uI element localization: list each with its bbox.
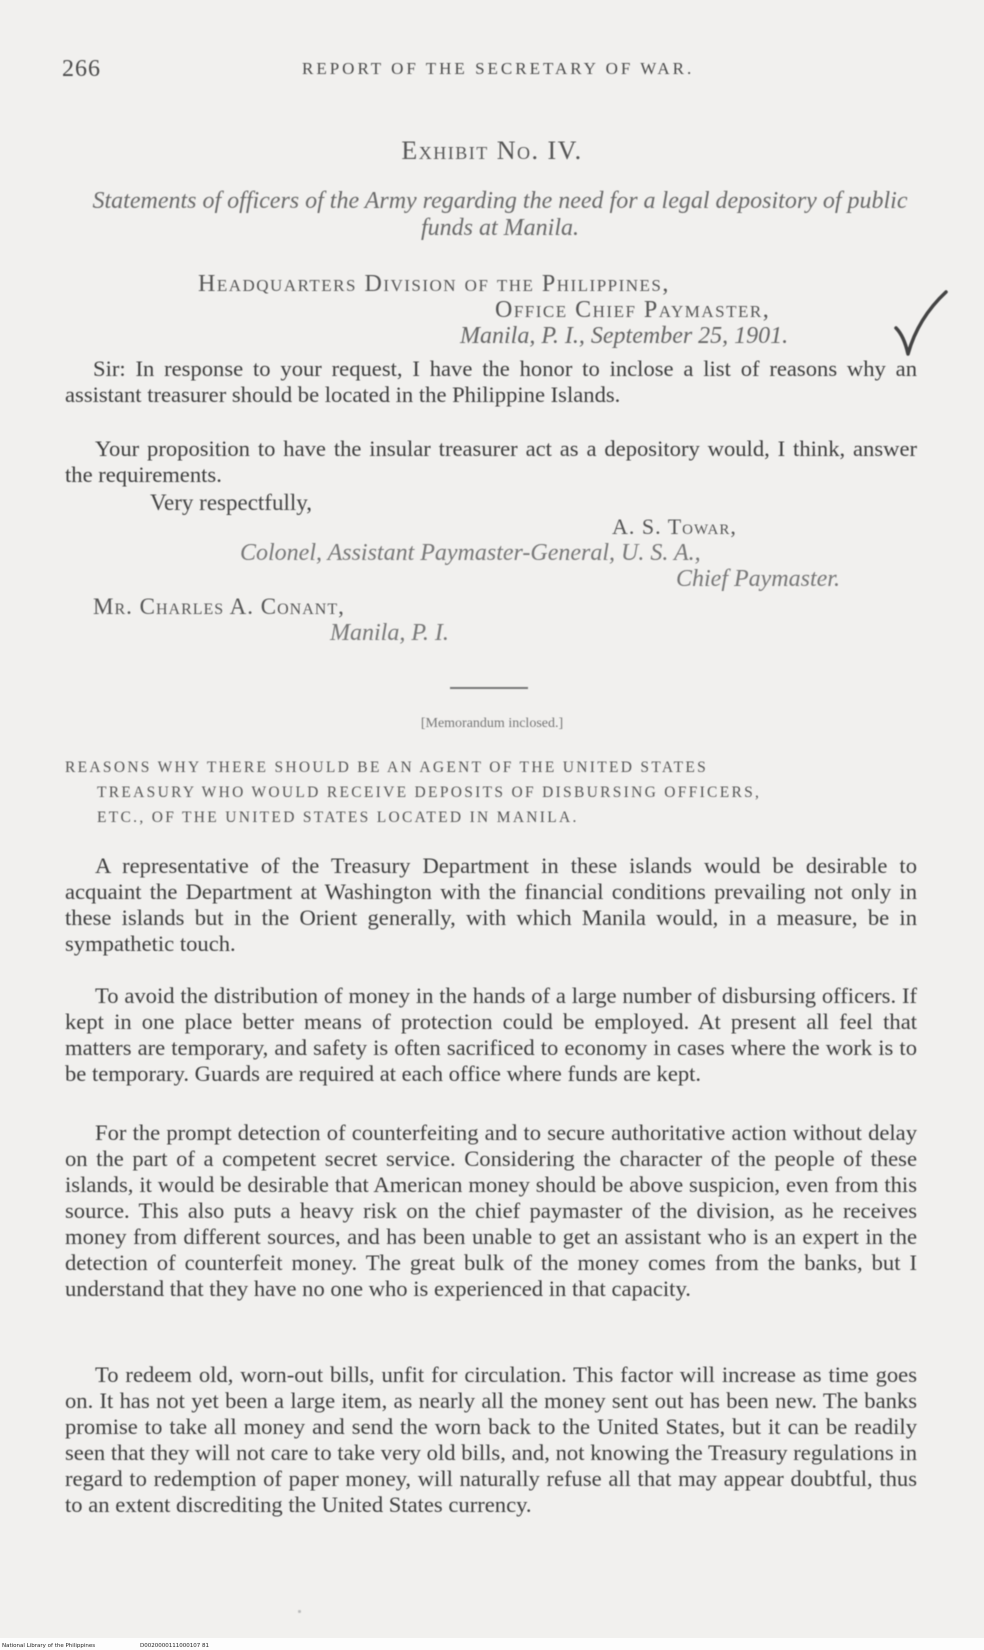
exhibit-title: Exhibit No. IV. xyxy=(401,136,583,165)
signer-title-2: Chief Paymaster. xyxy=(676,566,840,592)
running-title: REPORT OF THE SECRETARY OF WAR. xyxy=(302,59,695,78)
letter-closing: Very respectfully, xyxy=(150,490,312,515)
letter-paragraph-sir: Sir: In response to your request, I have the honor to inclose a list of reasons why an assistant treasurer should be located in the Philippine Islands. xyxy=(65,356,917,407)
memorandum-paragraph: For the prompt detection of counterfeiting and to secure authoritative action without delay on the part of a competent secret service. Considering the character of the people of these islands, it would be desirable that American money should be above suspicion, even from this source. This also puts a heavy risk on the chief paymaster of the division, as he receives money from different sources, and has been unable to get an assistant who is an expert in the detection of counterfeit money. The great bulk of the money comes from the banks, but I understand that they have no one who is experienced in that capacity. xyxy=(65,1120,917,1301)
section-divider xyxy=(450,687,528,689)
signer-name: A. S. Towar, xyxy=(612,514,737,539)
signer-title: Colonel, Assistant Paymaster-General, U. S. A., xyxy=(240,540,701,566)
memorandum-paragraph: To redeem old, worn-out bills, unfit for circulation. This factor will increase as time goes on. It has not yet been a large item, as nearly all the money sent out has been new. The banks promise to take all money and send the worn back to the United States, but it can be readily seen that they will not care to take very old bills, and, not knowing the Treasury regulations in regard to redemption of paper money, will naturally refuse all that may appear doubtful, thus to an extent discrediting the United States currency. xyxy=(65,1362,917,1517)
letterhead-date: Manila, P. I., September 25, 1901. xyxy=(460,323,789,349)
memorandum-heading-line-2: TREASURY WHO WOULD RECEIVE DEPOSITS OF DISBURSING OFFICERS, xyxy=(97,784,762,801)
running-header xyxy=(62,56,922,86)
exhibit-subtitle: Statements of officers of the Army regarding the need for a legal depository of public funds at Manila. xyxy=(92,188,908,241)
scan-footer xyxy=(0,1638,984,1650)
footer-id: D0020000111000107 81 xyxy=(140,1643,209,1649)
memorandum-heading-line-3: ETC., OF THE UNITED STATES LOCATED IN MANILA. xyxy=(97,809,579,826)
check-mark-icon xyxy=(890,288,950,358)
addressee-name: Mr. Charles A. Conant, xyxy=(93,594,345,619)
memorandum-heading xyxy=(65,755,921,830)
page-number: 266 xyxy=(62,56,101,82)
letterhead-line-1: Headquarters Division of the Philippines, xyxy=(198,271,670,297)
addressee-location: Manila, P. I. xyxy=(330,620,449,646)
memorandum-heading-line-1: REASONS WHY THERE SHOULD BE AN AGENT OF THE UNITED STATES xyxy=(65,759,709,776)
memorandum-paragraph: To avoid the distribution of money in the hands of a large number of disbursing officers. If kept in one place better means of protection could be employed. At present all feel that matters are temporary, and safety is often sacrificed to economy in cases where the work is to be temporary. Guards are required at each office where funds are kept. xyxy=(65,983,917,1086)
letter-paragraph-proposition: Your proposition to have the insular treasurer act as a depository would, I think, answer the requirements. xyxy=(65,436,917,487)
paper-speck xyxy=(298,1610,301,1613)
letterhead-line-2: Office Chief Paymaster, xyxy=(495,297,771,323)
memorandum-note: [Memorandum inclosed.] xyxy=(420,716,564,731)
footer-source: National Library of the Philippines xyxy=(2,1643,96,1649)
memorandum-paragraph: A representative of the Treasury Department in these islands would be desirable to acquaint the Department at Washington with the financial conditions prevailing not only in these islands but in the Orient generally, with which Manila would, in a measure, be in sympathetic touch. xyxy=(65,853,917,956)
